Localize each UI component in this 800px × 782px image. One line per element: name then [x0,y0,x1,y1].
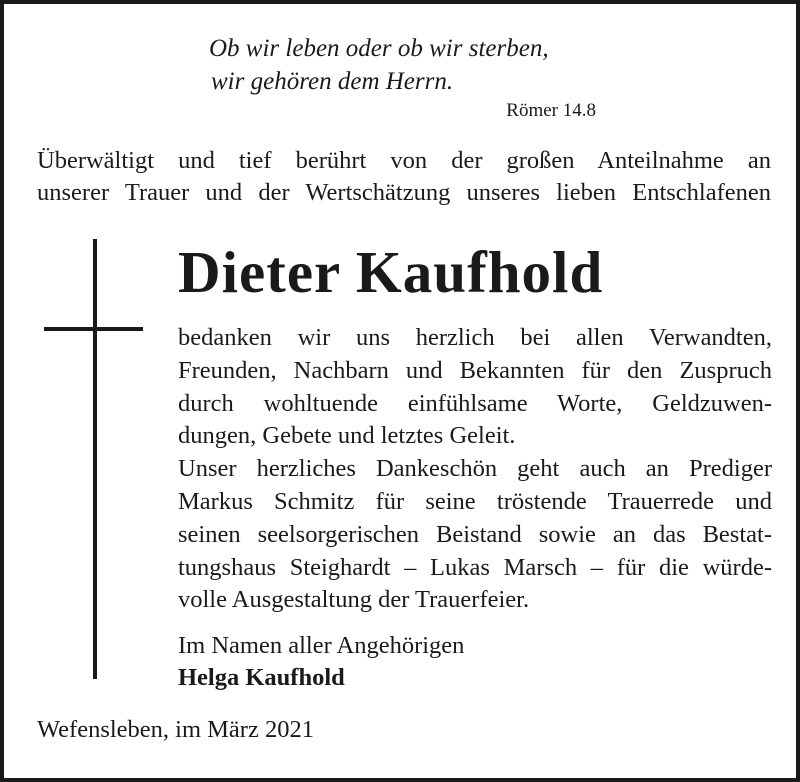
thanks-line: seinen seelsorgerischen Beistand sowie an das Bestat- [178,520,772,548]
thanks-text [178,322,772,617]
cross-icon [93,239,97,679]
intro-line-1: Überwältigt und tief berührt von der großen Anteilnahme an [37,147,771,174]
thanks-line: Markus Schmitz für seine tröstende Trauerrede und [178,487,772,515]
signature-label: Im Namen aller Angehörigen [178,632,465,659]
thanks-line: dungen, Gebete und letztes Geleit. [178,422,516,450]
signature-block [178,630,464,694]
deceased-name: Dieter Kaufhold [178,239,604,305]
bible-quote-source: Römer 14.8 [506,100,596,121]
place-date: Wefensleben, im März 2021 [37,716,314,743]
bible-quote-line-1: Ob wir leben oder ob wir sterben, [209,35,549,62]
intro-line-2: unserer Trauer und der Wertschätzung unseres lieben Entschlafenen [37,179,771,206]
thanks-line: volle Ausgestaltung der Trauerfeier. [178,586,530,614]
intro-text [37,145,771,209]
signature-name: Helga Kaufhold [178,664,345,691]
thanks-line: Freunden, Nachbarn und Bekannten für den Zuspruch [178,356,772,384]
thanks-line: durch wohltuende einfühlsame Worte, Geldzuwen- [178,389,772,417]
thanks-line: bedanken wir uns herzlich bei allen Verwandten, [178,324,772,351]
cross-icon-beam [44,327,143,331]
bible-quote [209,32,549,98]
bible-quote-line-2: wir gehören dem Herrn. [211,68,454,95]
thanks-line: Unser herzliches Dankeschön geht auch an Prediger [178,455,772,483]
thanks-line: tungshaus Steighardt – Lukas Marsch – für die würde- [178,553,772,581]
